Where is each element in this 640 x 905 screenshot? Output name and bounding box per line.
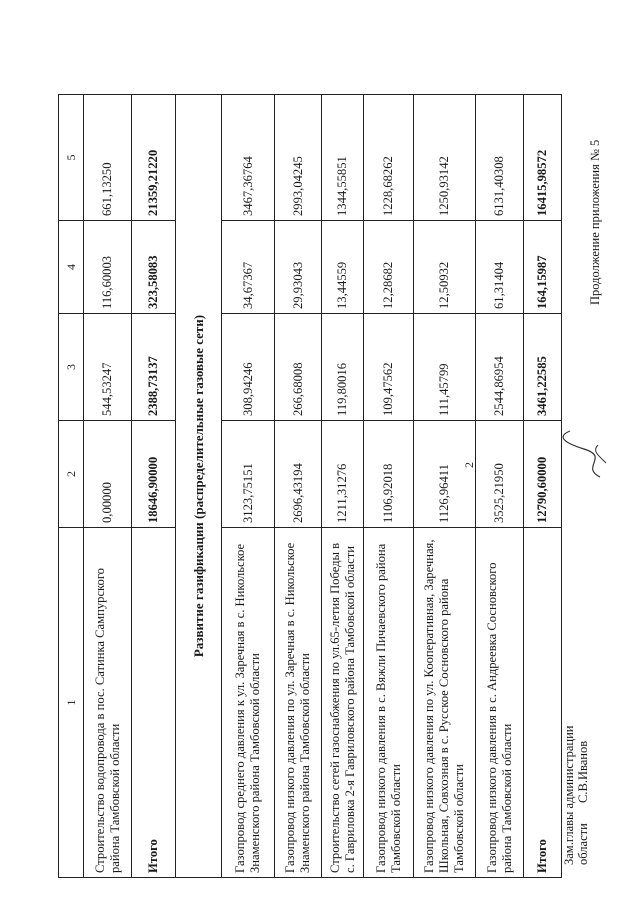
value-cell: 34,67367 xyxy=(222,221,275,314)
value-cell: 119,80016 xyxy=(322,314,364,421)
value-cell: 1250,93142 xyxy=(414,95,476,221)
value-cell: 2544,86954 xyxy=(476,314,524,421)
value-cell: 3525,21950 xyxy=(476,421,524,528)
value-cell: 109,47562 xyxy=(364,314,414,421)
project-description: Строительство водопровода в пос. Сатинка Сампурского района Тамбовской области xyxy=(84,528,132,878)
value-cell: 308,94246 xyxy=(222,314,275,421)
total-value: 18646,90000 xyxy=(132,421,176,528)
total-label: Итого xyxy=(132,528,176,878)
project-description: Газопровод низкого давления по ул. Кооперативная, Заречная, Школьная, Совхозная в с. Русское Сосновского района Тамбовской области xyxy=(414,528,476,878)
value-cell: 2696,43194 xyxy=(275,421,322,528)
value-cell: 1211,31276 xyxy=(322,421,364,528)
table-row xyxy=(322,95,364,878)
column-number: 5 xyxy=(59,95,84,221)
column-number-row xyxy=(59,95,84,878)
project-description: Строительство сетей газоснабжения по ул.65-летия Победы в с. Гавриловка 2-я Гавриловского района Тамбовской области xyxy=(322,528,364,878)
table-row xyxy=(222,95,275,878)
value-cell: 29,93043 xyxy=(275,221,322,314)
column-number: 4 xyxy=(59,221,84,314)
value-cell: 12,28682 xyxy=(364,221,414,314)
project-description: Газопровод среднего давления к ул. Заречная в с. Никольское Знаменского района Тамбовской области xyxy=(222,528,275,878)
value-cell: 3467,36764 xyxy=(222,95,275,221)
total-row xyxy=(132,95,176,878)
value-cell: 661,13250 xyxy=(84,95,132,221)
table-row xyxy=(84,95,132,878)
value-cell: 2993,04245 xyxy=(275,95,322,221)
signature-line xyxy=(576,741,590,865)
project-description: Газопровод низкого давления по ул. Заречная в с. Никольское Знаменского района Тамбовской области xyxy=(275,528,322,878)
total-value: 12790,60000 xyxy=(524,421,562,528)
value-cell: 1106,92018 xyxy=(364,421,414,528)
signature-region: области xyxy=(576,823,590,865)
total-row xyxy=(524,95,562,878)
value-cell: 111,45799 xyxy=(414,314,476,421)
value-cell: 6131,40308 xyxy=(476,95,524,221)
value-cell: 1344,55851 xyxy=(322,95,364,221)
value-cell: 3123,75151 xyxy=(222,421,275,528)
total-value: 21359,21220 xyxy=(132,95,176,221)
column-number: 1 xyxy=(59,528,84,878)
page-number: 2 xyxy=(462,462,476,468)
value-cell: 266,68008 xyxy=(275,314,322,421)
value-cell: 12,50932 xyxy=(414,221,476,314)
column-number: 2 xyxy=(59,421,84,528)
signature-title: Зам.главы администрации xyxy=(562,725,576,865)
value-cell: 13,44559 xyxy=(322,221,364,314)
value-cell: 1126,96411 xyxy=(414,421,476,528)
table-row xyxy=(414,95,476,878)
table-row xyxy=(275,95,322,878)
total-value: 3461,22585 xyxy=(524,314,562,421)
value-cell: 1228,68262 xyxy=(364,95,414,221)
section-header-row xyxy=(176,95,222,878)
section-title: Развитие газификации (распределительные газовые сети) xyxy=(176,95,222,878)
project-description: Газопровод низкого давления в с. Андреевка Сосновского района Тамбовской области xyxy=(476,528,524,878)
total-value: 2388,73137 xyxy=(132,314,176,421)
value-cell: 61,31404 xyxy=(476,221,524,314)
project-description: Газопровод низкого давления в с. Вяжли Пичаевского района Тамбовской области xyxy=(364,528,414,878)
total-value: 323,58083 xyxy=(132,221,176,314)
total-value: 16415,98572 xyxy=(524,95,562,221)
value-cell: 116,60003 xyxy=(84,221,132,314)
table-row xyxy=(476,95,524,878)
value-cell: 0,00000 xyxy=(84,421,132,528)
table-row xyxy=(364,95,414,878)
continuation-header: Продолжение приложения № 5 xyxy=(588,139,602,305)
signature-name: С.В.Иванов xyxy=(576,740,590,803)
appendix-table xyxy=(58,94,562,878)
value-cell: 544,53247 xyxy=(84,314,132,421)
total-label: Итого xyxy=(524,528,562,878)
handwritten-signature-mark xyxy=(540,425,620,485)
total-value: 164,15987 xyxy=(524,221,562,314)
column-number: 3 xyxy=(59,314,84,421)
